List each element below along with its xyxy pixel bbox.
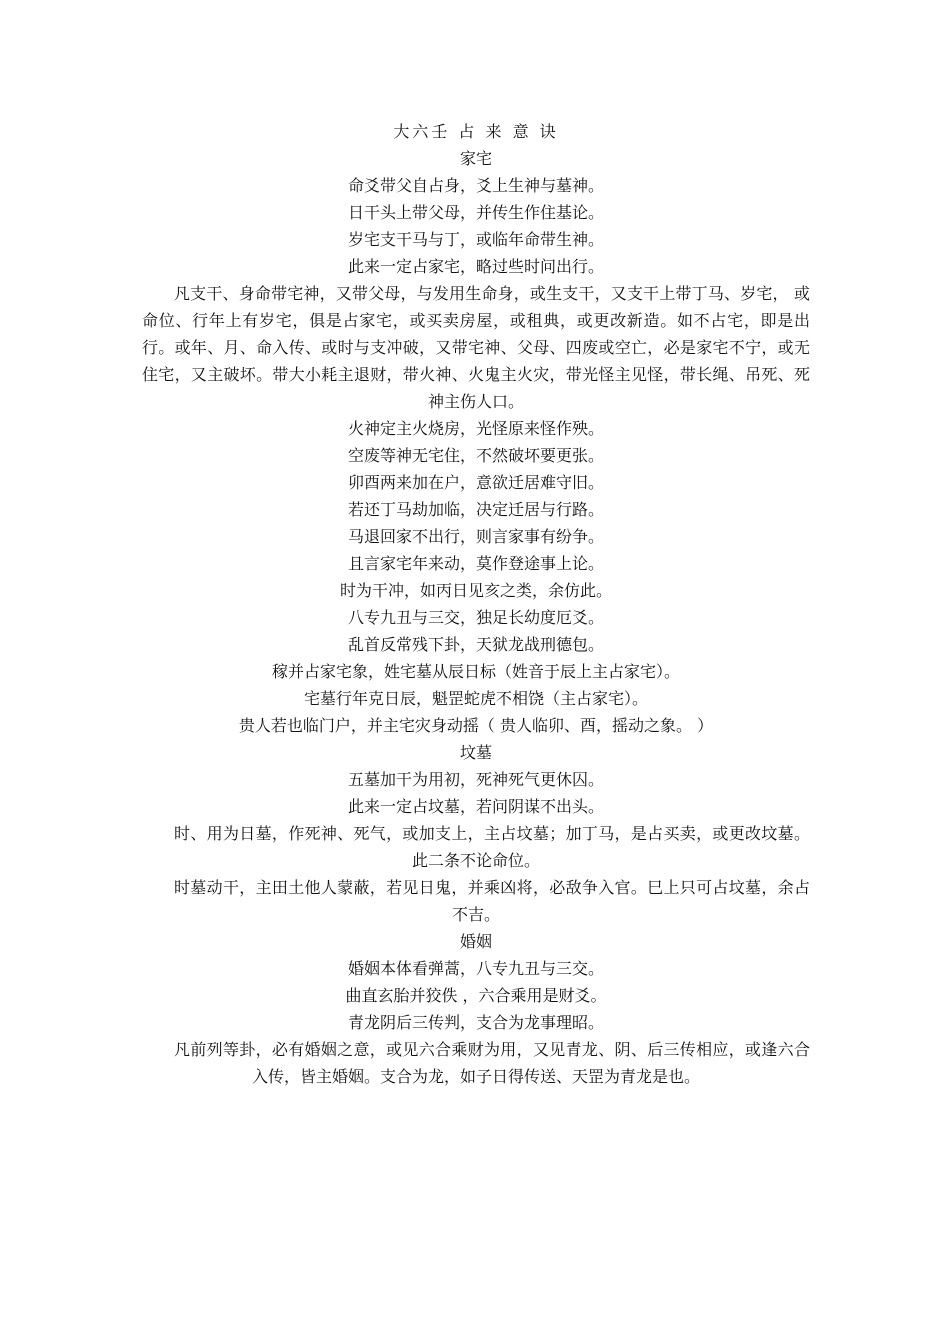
commentary-paragraph: 时墓动干，主田土他人蒙蔽，若见日鬼，并乘凶将，必敌争入官。巳上只可占坟墓，余占不吉。 xyxy=(174,878,810,924)
verse-line: 日干头上带父母，并传生作住基论。 xyxy=(347,203,604,222)
commentary-paragraph: 凡支干、身命带宅神，又带父母，与发用生命身，或生支干，又支干上带丁马、岁宅， 或命位、行年上有岁宅，俱是占家宅，或买卖房屋，或租典，或更改新造。如不占宅，即是出行。或年、月、命入传、或时与支冲破，又带宅神、父母、四废或空亡，必是家宅不宁，或无住宅，又主破坏。带大小耗主退财，带火神、火鬼主火灾，带光怪主见怪，带长绳、吊死、死神主伤人口。 xyxy=(142,284,810,411)
verse-line: 贵人若也临门户，并主宅灾身动摇（ 贵人临卯、酉，摇动之象。 ） xyxy=(238,716,714,735)
section-heading: 家宅 xyxy=(459,149,492,168)
verse-line: 曲直玄胎并狡佚 ，六合乘用是财爻。 xyxy=(345,986,607,1005)
verse-line: 五墓加干为用初，死神死气更休囚。 xyxy=(347,770,604,789)
verse-line: 卯酉两来加在户，意欲迁居难守旧。 xyxy=(347,473,604,492)
verse-line: 婚姻本体看弹蒿，八专九丑与三交。 xyxy=(347,959,604,978)
verse-line: 且言家宅年来动，莫作登途事上论。 xyxy=(347,554,604,573)
verse-line: 火神定主火烧房，光怪原来怪作殃。 xyxy=(347,419,604,438)
verse-line: 时为干冲，如丙日见亥之类，余仿此。 xyxy=(339,581,612,600)
commentary-paragraph: 凡前列等卦，必有婚姻之意，或见六合乘财为用，又见青龙、阴、后三传相应，或逢六合入传，皆主婚姻。支合为龙，如子日得传送、天罡为青龙是也。 xyxy=(174,1040,810,1086)
section-fenmu xyxy=(142,739,810,928)
verse-line: 宅墓行年克日辰，魁罡蛇虎不相饶（主占家宅）。 xyxy=(303,689,648,708)
commentary-paragraph: 时、用为日墓，作死神、死气，或加支上，主占坟墓；加丁马，是占买卖，或更改坟墓。此二条不论命位。 xyxy=(174,824,810,870)
section-jiazhai xyxy=(142,145,810,739)
verse-line: 若还丁马劫加临，决定迁居与行路。 xyxy=(347,500,604,519)
section-heading: 坟墓 xyxy=(459,743,492,762)
verse-line: 青龙阴后三传判，支合为龙事理昭。 xyxy=(347,1013,604,1032)
verse-line: 空废等神无宅住，不然破坏要更张。 xyxy=(347,446,604,465)
verse-line: 八专九丑与三交，独足长幼度厄爻。 xyxy=(347,608,604,627)
document-page xyxy=(142,118,810,1090)
document-title: 大六壬 占 来 意 诀 xyxy=(393,122,559,141)
verse-line: 马退回家不出行，则言家事有纷争。 xyxy=(347,527,604,546)
verse-line: 稼并占家宅象，姓宅墓从辰日标（姓音于辰上主占家宅）。 xyxy=(271,662,680,681)
verse-line: 岁宅支干马与丁，或临年命带生神。 xyxy=(347,230,604,249)
section-hunyin xyxy=(142,928,810,1090)
verse-line: 命爻带父自占身，爻上生神与墓神。 xyxy=(347,176,604,195)
verse-line: 乱首反常残下卦，天狱龙战刑德包。 xyxy=(347,635,604,654)
section-heading: 婚姻 xyxy=(459,932,492,951)
verse-line: 此来一定占坟墓，若问阴谋不出头。 xyxy=(347,797,604,816)
verse-line: 此来一定占家宅，略过些时问出行。 xyxy=(347,257,604,276)
